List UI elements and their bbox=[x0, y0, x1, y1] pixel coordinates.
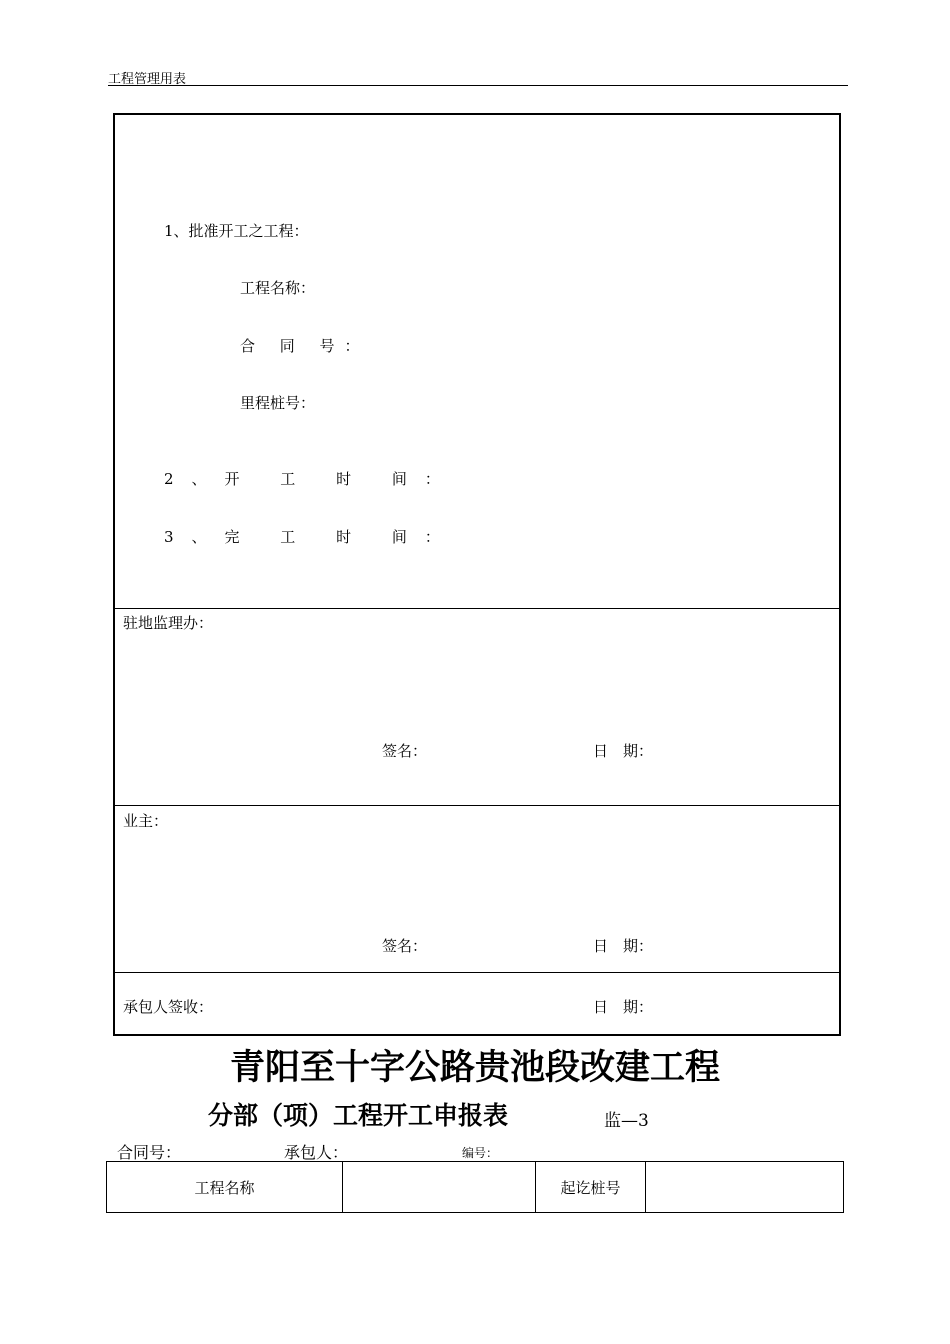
mileage-stake-label: 里程桩号： bbox=[240, 394, 316, 412]
divider-supervision bbox=[113, 608, 839, 609]
project-name-label: 工程名称： bbox=[240, 279, 316, 297]
supervision-date-label: 日 期： bbox=[593, 742, 654, 760]
project-info-table bbox=[106, 1161, 844, 1213]
stake-value-cell[interactable] bbox=[646, 1162, 844, 1213]
project-name-value-cell[interactable] bbox=[343, 1162, 536, 1213]
contractor-date-label: 日 期： bbox=[593, 998, 654, 1016]
contractor-receipt-label: 承包人签收： bbox=[123, 998, 214, 1016]
owner-date-label: 日 期： bbox=[593, 937, 654, 955]
start-time-label: 2、开 工 时 间： bbox=[164, 470, 458, 488]
table-row bbox=[107, 1162, 844, 1213]
contract-number-label: 合 同 号： bbox=[240, 337, 370, 355]
form-box bbox=[113, 113, 841, 1036]
contractor-meta: 承包人： bbox=[284, 1143, 349, 1162]
document-title: 青阳至十字公路贵池段改建工程 bbox=[229, 1047, 720, 1088]
owner-label: 业主： bbox=[123, 812, 169, 830]
approved-works-label: 1、批准开工之工程： bbox=[164, 222, 309, 240]
owner-sign-label: 签名： bbox=[382, 937, 428, 955]
header-title: 工程管理用表 bbox=[108, 72, 187, 87]
contract-number-meta: 合同号： bbox=[117, 1143, 182, 1162]
supervision-sign-label: 签名： bbox=[382, 742, 428, 760]
divider-owner bbox=[113, 805, 839, 806]
project-name-header-cell: 工程名称 bbox=[107, 1162, 343, 1213]
stake-header-cell: 起讫桩号 bbox=[536, 1162, 646, 1213]
header-rule bbox=[108, 85, 848, 86]
serial-number-meta: 编号： bbox=[462, 1146, 499, 1160]
supervision-office-label: 驻地监理办： bbox=[123, 614, 214, 632]
form-code: 监—3 bbox=[604, 1111, 649, 1131]
completion-time-label: 3、完 工 时 间： bbox=[164, 528, 458, 546]
form-subtitle: 分部（项）工程开工申报表 bbox=[208, 1101, 509, 1130]
divider-contractor bbox=[113, 972, 839, 973]
